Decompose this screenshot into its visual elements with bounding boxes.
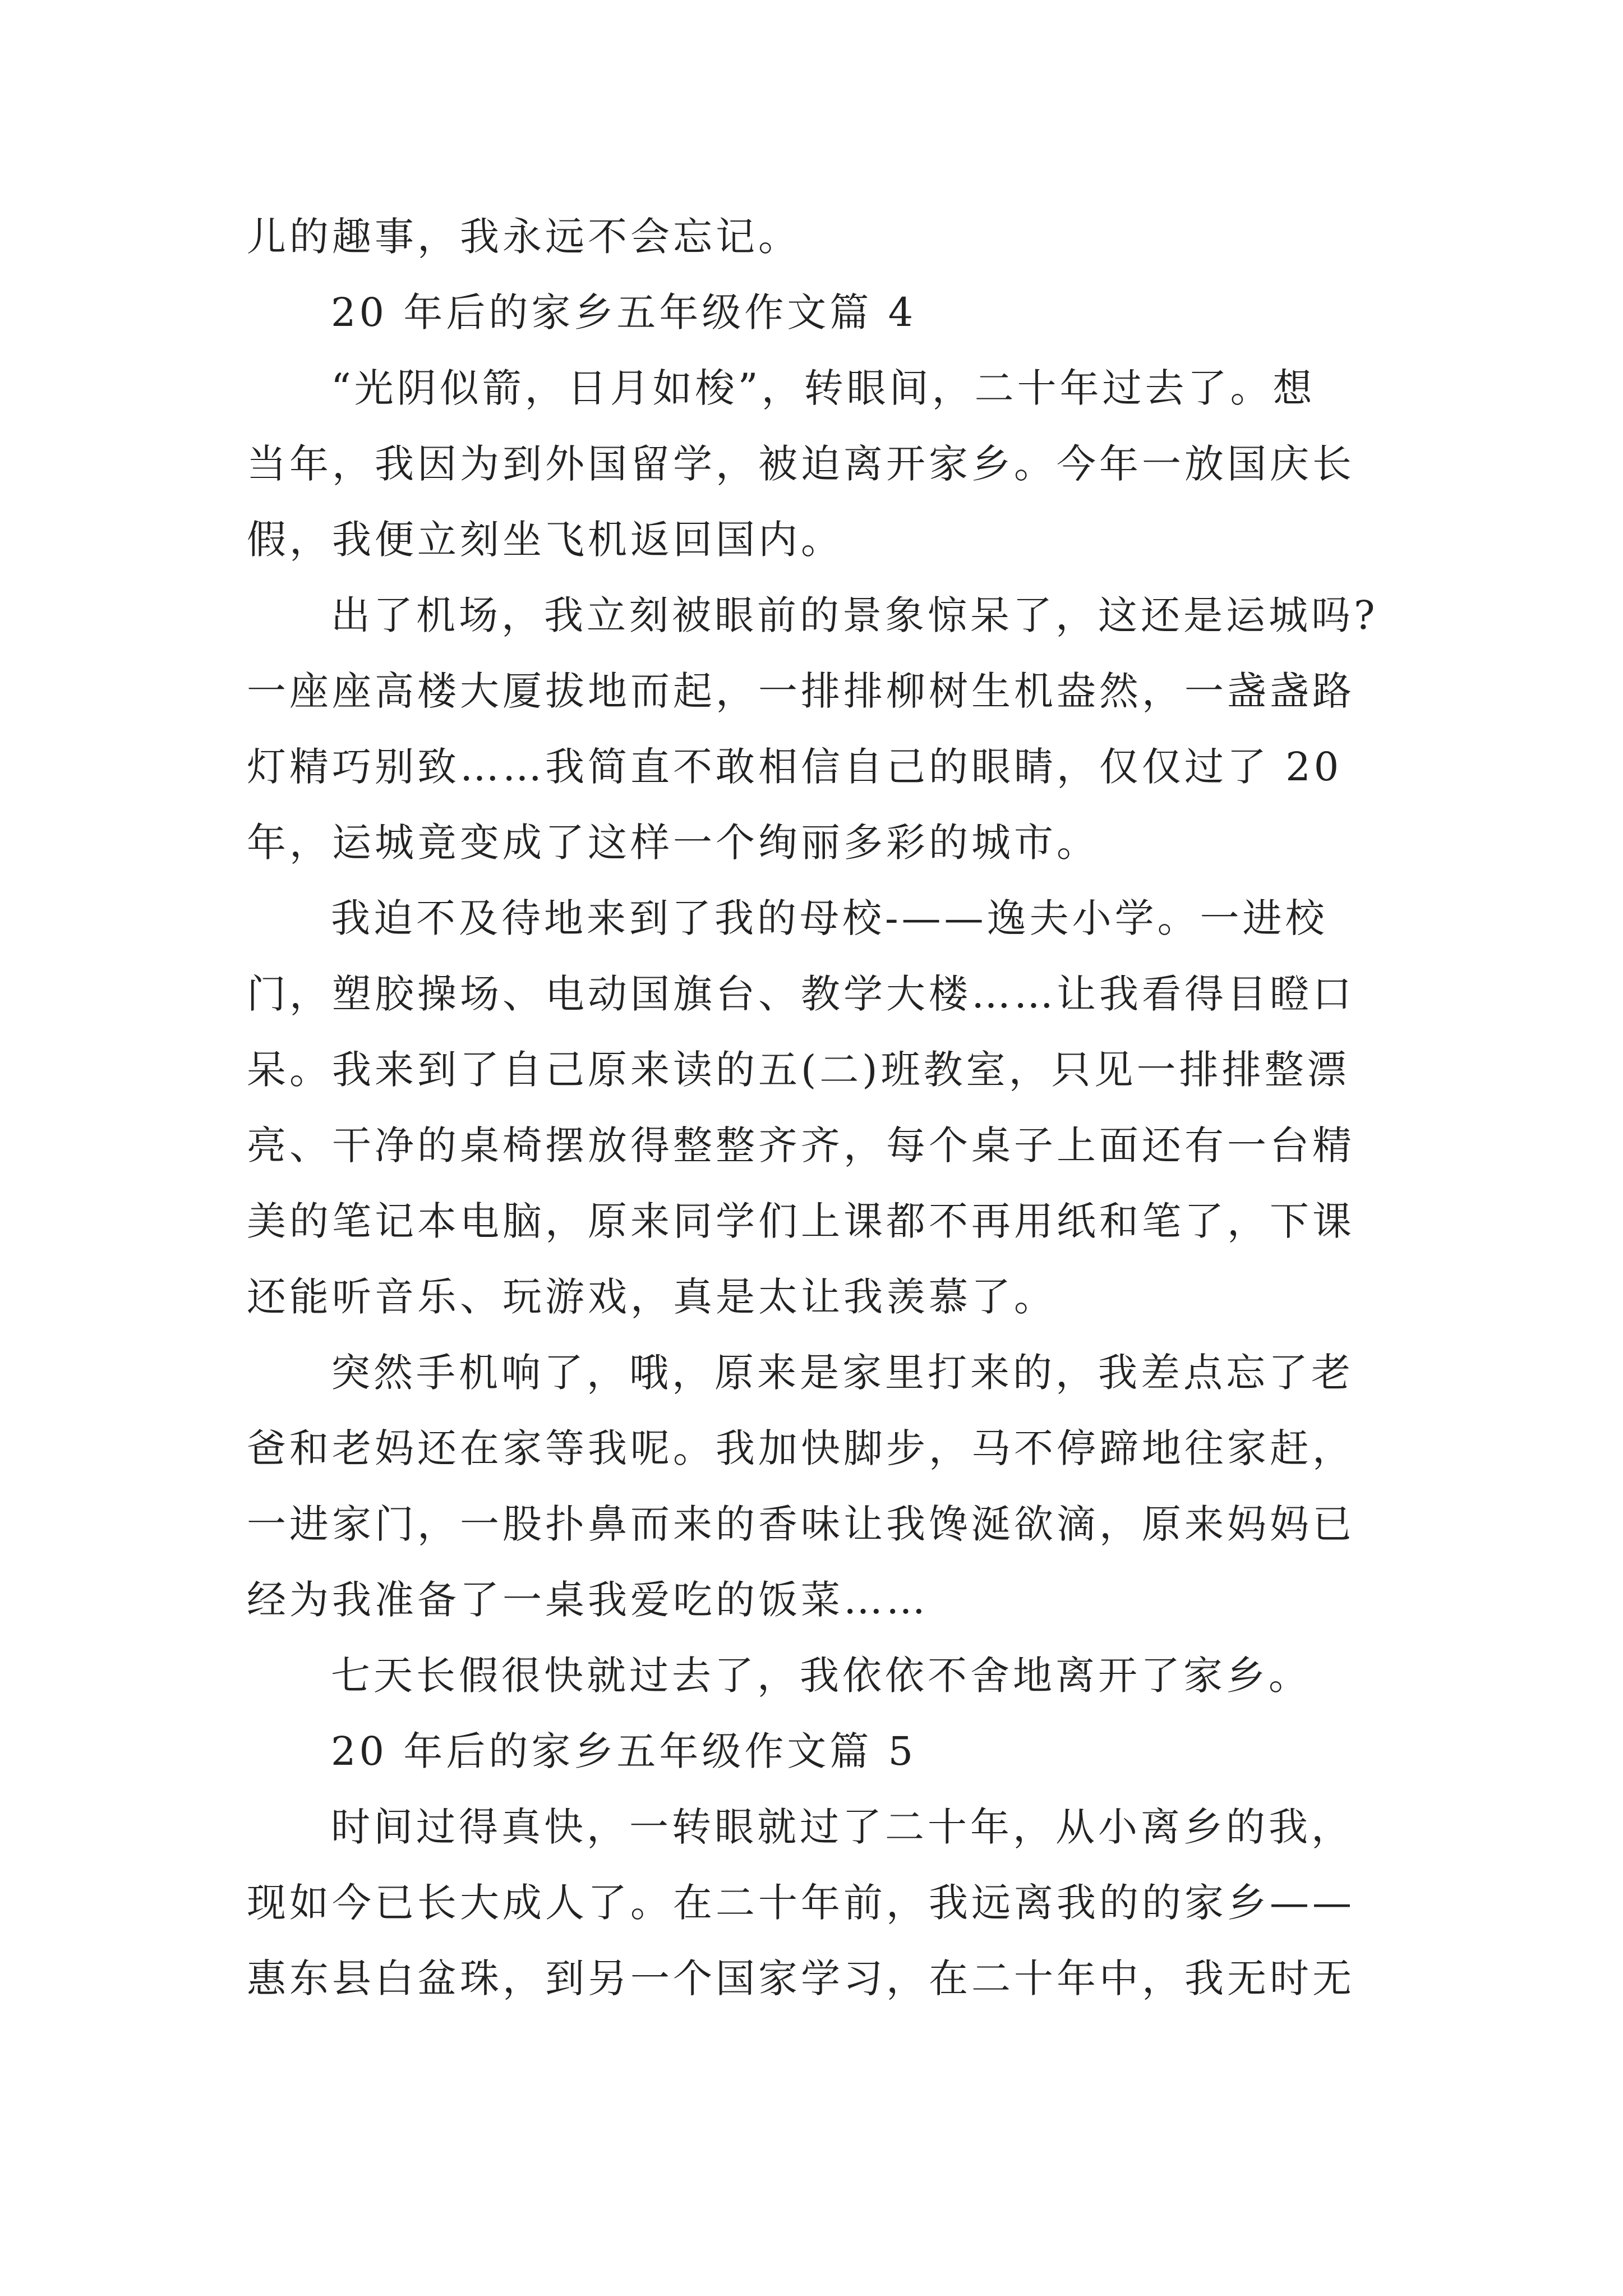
paragraph-start: 时间过得真快，一转眼就过了二十年，从小离乡的我， — [331, 1804, 1354, 1850]
text-line: 呆。我来到了自己原来读的五(二)班教室，只见一排排整漂 — [247, 1047, 1350, 1093]
paragraph-start: 七天长假很快就过去了，我依依不舍地离开了家乡。 — [331, 1653, 1311, 1699]
text-line: 还能听音乐、玩游戏，真是太让我羡慕了。 — [247, 1274, 1057, 1320]
text-line: 门，塑胶操场、电动国旗台、教学大楼……让我看得目瞪口 — [247, 971, 1355, 1017]
text-line: 一座座高楼大厦拔地而起，一排排柳树生机盎然，一盏盏路 — [247, 668, 1355, 714]
text-line: 一进家门，一股扑鼻而来的香味让我馋涎欲滴，原来妈妈已 — [247, 1501, 1355, 1547]
essay-text — [247, 199, 1408, 2017]
text-line: 现如今已长大成人了。在二十年前，我远离我的的家乡—— — [247, 1880, 1355, 1926]
text-line: 美的笔记本电脑，原来同学们上课都不再用纸和笔了，下课 — [247, 1198, 1355, 1244]
text-line: 爸和老妈还在家等我呢。我加快脚步，马不停蹄地往家赶， — [247, 1425, 1355, 1471]
text-line: 年，运城竟变成了这样一个绚丽多彩的城市。 — [247, 820, 1099, 866]
text-line: 儿的趣事，我永远不会忘记。 — [247, 214, 801, 260]
paragraph-start: 我迫不及待地来到了我的母校-——逸夫小学。一进校 — [331, 895, 1328, 941]
paragraph-start: 突然手机响了，哦，原来是家里打来的，我差点忘了老 — [331, 1350, 1354, 1396]
text-line: 灯精巧别致……我简直不敢相信自己的眼睛，仅仅过了 20 — [247, 744, 1343, 790]
text-line: 假，我便立刻坐飞机返回国内。 — [247, 517, 843, 563]
text-line: 惠东县白盆珠，到另一个国家学习，在二十年中，我无时无 — [247, 1955, 1355, 2001]
paragraph-start: “光阴似箭，日月如梭”，转眼间，二十年过去了。想 — [331, 365, 1316, 411]
text-line: 经为我准备了一桌我爱吃的饭菜…… — [247, 1577, 929, 1623]
section-heading: 20 年后的家乡五年级作文篇 5 — [331, 1728, 917, 1774]
text-line: 亮、干净的桌椅摆放得整整齐齐，每个桌子上面还有一台精 — [247, 1122, 1355, 1168]
section-heading: 20 年后的家乡五年级作文篇 4 — [331, 289, 917, 335]
paragraph-start: 出了机场，我立刻被眼前的景象惊呆了，这还是运城吗? — [331, 592, 1378, 638]
text-line: 当年，我因为到外国留学，被迫离开家乡。今年一放国庆长 — [247, 441, 1355, 487]
